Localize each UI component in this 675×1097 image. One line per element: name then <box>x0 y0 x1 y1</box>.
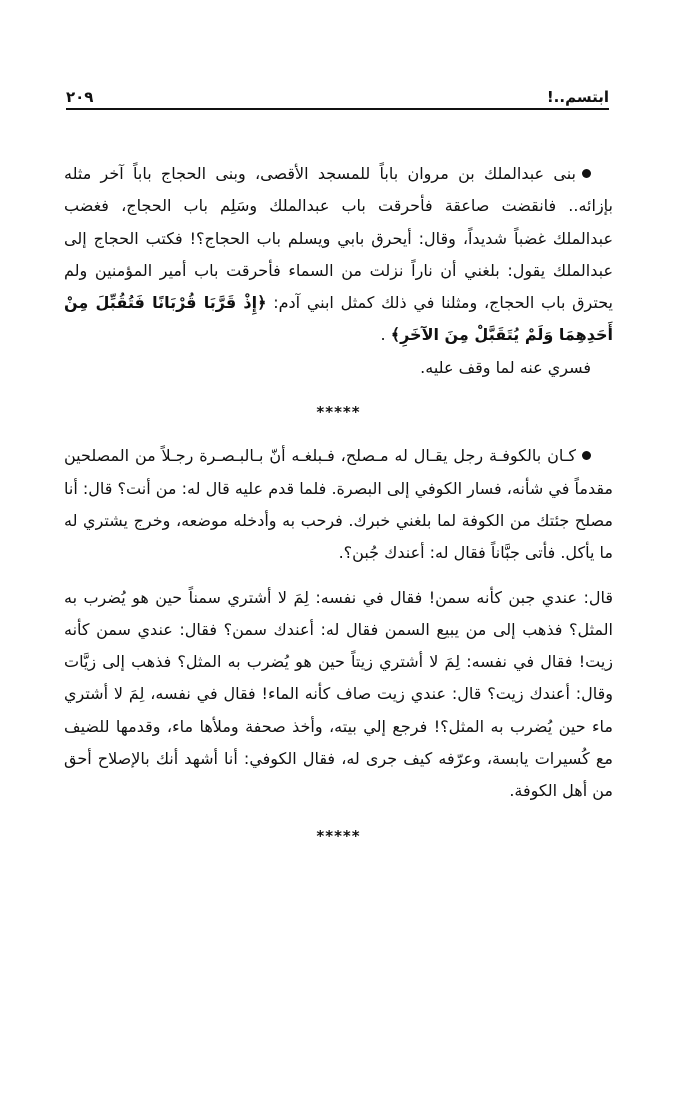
spacer <box>64 570 613 582</box>
story-1-text: بنى عبدالملك بن مروان باباً للمسجد الأقصى، وبنى الحجاج باباً آخر مثله بإزائه.. فانقضت صاعقة فأحرقت باب عبدالملك وسَلِم باب الحجاج، فغضب عبدالملك غضباً شديداً، وقال: أيحرق بابي ويسلم باب الحجاج؟! فكتب الحجاج إلى عبدالملك يقول: بلغني أن ناراً نزلت من السماء فأحرقت باب أمير المؤمنين ولم يحترق باب الحجاج، ومثلنا في ذلك كمثل ابني آدم: <box>64 164 613 313</box>
spacer <box>64 428 613 440</box>
page-number: ٢٠٩ <box>66 88 94 106</box>
running-title: ابتسم..! <box>546 88 609 106</box>
story-2-paragraph-2: قال: عندي جبن كأنه سمن! فقال في نفسه: لِمَ لا أشتري سمناً حين هو يُضرب به المثل؟ فذهب إلى من يبيع السمن فقال له: أعندك سمن؟ فقال: عندي سمن كأنه زيت! فقال في نفسه: لِمَ لا أشتري زيتاً حين هو يُضرب به المثل؟ فذهب إلى زيَّات وقال: أعندك زيت؟ قال: عندي زيت صاف كأنه الماء! فقال في نفسه، لِمَ لا أشتري ماء حين يُضرب به المثل؟! فرجع إلي بيته، وأخذ صحفة وملأها ماء، وقدمها للضيف مع كُسيرات يابسة، وعرّفه كيف جرى له، فقال الكوفي: أنا أشهد أنك بالإصلاح أحق من أهل الكوفة. <box>64 587 613 801</box>
bullet-icon <box>582 451 591 460</box>
section-separator-1: ***** <box>316 403 361 422</box>
story-1-period: . <box>380 325 386 345</box>
header-rule <box>66 108 609 110</box>
section-separator-2: ***** <box>316 826 361 845</box>
bullet-icon <box>582 169 591 178</box>
page-header <box>66 80 609 106</box>
story-2-text: كـان بالكوفـة رجل يقـال له مـصلح، فـبلغـه أنّ بـالبـصـرة رجـلاً من المصلحين مقدماً في شأنه، فسار الكوفي إلى البصرة. فلما قدم عليه قال له: من أنت؟ قال: أنا مصلح جئتك من الكوفة لما بلغني خبرك. فرحب به وأدخله موضعه، وخرج يشتري له ما يأكل. فأتى جبَّاناً فقال له: أعندك جُبن؟. <box>64 446 613 563</box>
spacer <box>64 384 613 396</box>
story-1-paragraph-1 <box>64 158 613 352</box>
page-body <box>64 158 613 852</box>
quran-verse: ﴿إِذْ قَرَّبَا قُرْبَانًا فَتُقُبِّلَ مِنْ أَحَدِهِمَا وَلَمْ يُتَقَبَّلْ مِنَ الآخَرِ﴾ <box>64 293 613 345</box>
spacer <box>64 808 613 820</box>
story-1-paragraph-2: فسري عنه لما وقف عليه. <box>420 357 591 377</box>
story-2-paragraph-1 <box>64 440 613 569</box>
